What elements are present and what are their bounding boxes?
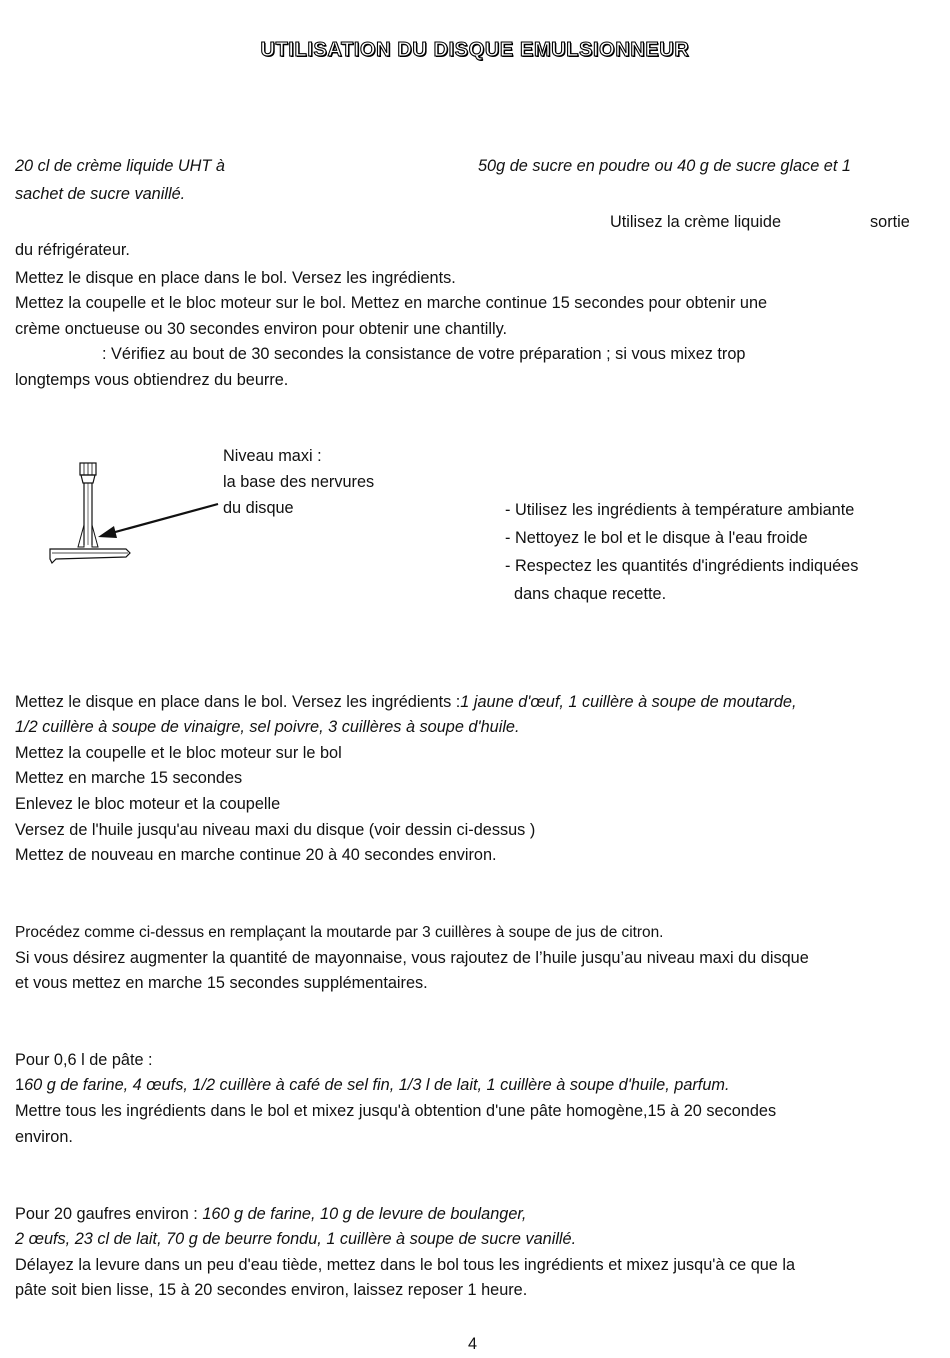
tip-item: - Utilisez les ingrédients à température ambiante — [505, 501, 855, 519]
gaufres-intro: Pour 20 gaufres environ : — [15, 1205, 203, 1223]
diagram-label-1: Niveau maxi : — [223, 447, 322, 465]
tip-item: - Respectez les quantités d'ingrédients indiquées — [505, 557, 859, 575]
cream-tip-c: du réfrigérateur. — [15, 241, 130, 259]
mayo-intro-line — [15, 690, 796, 716]
diagram-label-3: du disque — [223, 499, 294, 517]
mayo-ingredients-a: 1 jaune d'œuf, 1 cuillère à soupe de moutarde, — [460, 693, 797, 711]
cream-ingredients-left: 20 cl de crème liquide UHT à — [15, 157, 225, 175]
gaufres-ingredients-a: 160 g de farine, 10 g de levure de boulanger, — [202, 1205, 527, 1223]
mayo-intro: Mettez le disque en place dans le bol. Versez les ingrédients : — [15, 693, 461, 711]
variant-line-1: Procédez comme ci-dessus en remplaçant la moutarde par 3 cuillères à soupe de jus de citron. — [15, 924, 664, 941]
cream-step-1: Mettez le disque en place dans le bol. Versez les ingrédients. — [15, 269, 456, 287]
tip-item: - Nettoyez le bol et le disque à l'eau froide — [505, 529, 808, 547]
cream-step-2b: crème onctueuse ou 30 secondes environ pour obtenir une chantilly. — [15, 320, 508, 338]
crepes-line-3: Mettre tous les ingrédients dans le bol et mixez jusqu'à obtention d'une pâte homogène,15 à 20 secondes — [15, 1102, 777, 1120]
crepes-ingredients — [15, 1073, 729, 1099]
crepes-ingredients-a: 1 — [15, 1076, 25, 1094]
cream-tip-b: sortie — [870, 213, 910, 231]
gaufres-line-1 — [15, 1202, 526, 1228]
page-title: UTILISATION DU DISQUE EMULSIONNEUR — [260, 39, 690, 61]
mayo-ingredients-b: 1/2 cuillère à soupe de vinaigre, sel poivre, 3 cuillères à soupe d'huile. — [15, 718, 520, 736]
tip-item: dans chaque recette. — [505, 585, 667, 603]
cream-ingredients-cont: sachet de sucre vanillé. — [15, 185, 186, 203]
gaufres-ingredients-b: 2 œufs, 23 cl de lait, 70 g de beurre fondu, 1 cuillère à soupe de sucre vanillé. — [15, 1230, 577, 1248]
page-number: 4 — [468, 1335, 478, 1353]
crepes-line-1: Pour 0,6 l de pâte : — [15, 1051, 153, 1069]
crepes-ingredients-b: 60 g de farine, 4 œufs, 1/2 cuillère à café de sel fin, 1/3 l de lait, 1 cuillère à soupe d'huile, parfum. — [24, 1076, 730, 1094]
cream-ingredients-right: 50g de sucre en poudre ou 40 g de sucre glace et 1 — [478, 157, 851, 175]
mayo-step: Mettez la coupelle et le bloc moteur sur le bol — [15, 744, 342, 762]
mayo-step: Mettez en marche 15 secondes — [15, 769, 243, 787]
variant-line-2: Si vous désirez augmenter la quantité de mayonnaise, vous rajoutez de l’huile jusqu’au niveau maxi du disque — [15, 949, 809, 967]
cream-step-2: Mettez la coupelle et le bloc moteur sur le bol. Mettez en marche continue 15 secondes pour obtenir une — [15, 294, 768, 312]
gaufres-line-4: pâte soit bien lisse, 15 à 20 secondes environ, laissez reposer 1 heure. — [15, 1281, 528, 1299]
cream-tip-a: Utilisez la crème liquide — [610, 213, 782, 231]
mayo-step: Enlevez le bloc moteur et la coupelle — [15, 795, 281, 813]
crepes-line-4: environ. — [15, 1128, 73, 1146]
diagram-label-2: la base des nervures — [223, 473, 375, 491]
mayo-step: Mettez de nouveau en marche continue 20 à 40 secondes environ. — [15, 846, 497, 864]
gaufres-line-3: Délayez la levure dans un peu d'eau tiède, mettez dans le bol tous les ingrédients et mixez jusqu'à ce que la — [15, 1256, 796, 1274]
variant-line-3: et vous mettez en marche 15 secondes supplémentaires. — [15, 974, 428, 992]
cream-warning: : Vérifiez au bout de 30 secondes la consistance de votre préparation ; si vous mixez trop — [102, 345, 746, 363]
mayo-step: Versez de l'huile jusqu'au niveau maxi du disque (voir dessin ci-dessus ) — [15, 821, 536, 839]
cream-warning-b: longtemps vous obtiendrez du beurre. — [15, 371, 289, 389]
